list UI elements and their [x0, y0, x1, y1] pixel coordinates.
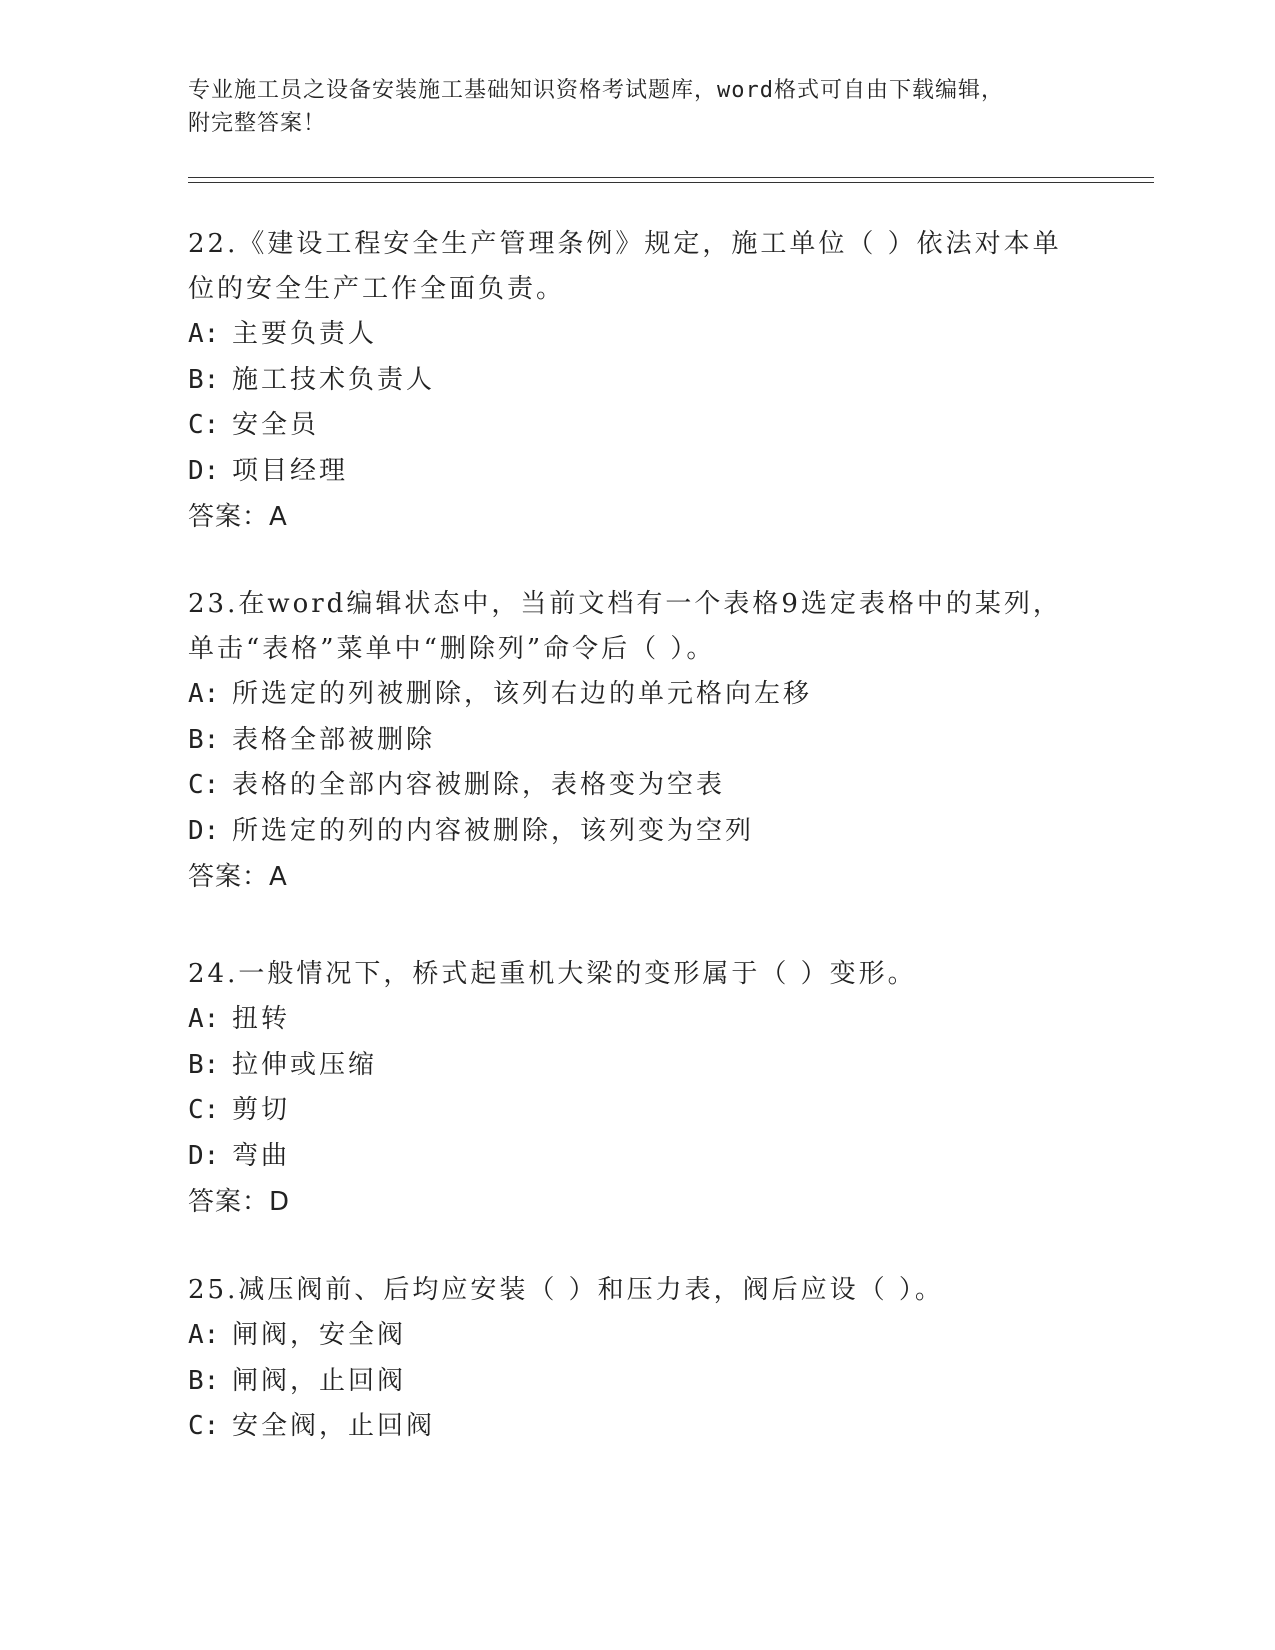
option-text: 安全阀，止回阀 [232, 1411, 436, 1441]
header-divider-bottom [188, 182, 1154, 183]
option-text: 剪切 [232, 1095, 291, 1125]
option-text: 所选定的列被删除，该列右边的单元格向左移 [232, 679, 813, 709]
option-key: A: [188, 1320, 220, 1350]
question-stem-line: 单击“表格”菜单中“删除列”命令后（ ）。 [188, 634, 716, 664]
option-key: C: [188, 770, 220, 800]
option-key: A: [188, 319, 220, 349]
option-c [188, 763, 1088, 809]
option-text: 表格全部被删除 [232, 724, 436, 755]
option-text: 表格的全部内容被删除，表格变为空表 [232, 770, 726, 800]
option-a [188, 312, 1088, 358]
option-text: 所选定的列的内容被删除，该列变为空列 [232, 815, 755, 846]
option-c [188, 1088, 1088, 1134]
option-d [188, 1134, 1088, 1180]
option-a [188, 672, 1088, 718]
question-25 [188, 1268, 1088, 1450]
option-text: 安全员 [232, 410, 320, 440]
header-title-line-1: 专业施工员之设备安装施工基础知识资格考试题库，word格式可自由下载编辑， [188, 78, 1004, 103]
option-key: D: [188, 815, 220, 846]
option-key: D: [188, 1140, 220, 1171]
question-23 [188, 582, 1088, 900]
option-text: 项目经理 [232, 455, 349, 486]
question-stem-line: 25.减压阀前、后均应安装（ ）和压力表，阀后应设（ ）。 [188, 1275, 944, 1305]
option-text: 扭转 [232, 1004, 291, 1034]
option-key: B: [188, 364, 220, 395]
question-stem-line: 位的安全生产工作全面负责。 [188, 274, 566, 304]
header-divider-top [188, 177, 1154, 178]
option-key: D: [188, 455, 220, 486]
option-key: B: [188, 1049, 220, 1080]
option-key: C: [188, 1411, 220, 1441]
option-c [188, 1404, 1088, 1450]
answer-value: A [269, 862, 288, 892]
option-key: A: [188, 1004, 220, 1034]
option-text: 闸阀，止回阀 [232, 1365, 407, 1396]
question-stem-line: 24.一般情况下，桥式起重机大梁的变形属于（ ）变形。 [188, 959, 917, 989]
answer-label: 答案： [188, 1187, 270, 1217]
option-text: 施工技术负责人 [232, 364, 436, 395]
option-text: 闸阀，安全阀 [232, 1320, 407, 1350]
option-d [188, 809, 1088, 855]
option-text: 拉伸或压缩 [232, 1049, 378, 1080]
option-key: C: [188, 410, 220, 440]
answer-line [188, 494, 1088, 540]
option-key: C: [188, 1095, 220, 1125]
option-b [188, 1043, 1088, 1089]
question-stem-line: 22.《建设工程安全生产管理条例》规定，施工单位（ ）依法对本单 [188, 229, 1062, 259]
option-b [188, 1359, 1088, 1405]
question-22 [188, 222, 1088, 540]
document-header [188, 74, 1088, 140]
question-24 [188, 952, 1088, 1225]
header-title-line-2: 附完整答案！ [188, 111, 327, 136]
option-text: 弯曲 [232, 1140, 291, 1171]
option-a [188, 997, 1088, 1043]
option-b [188, 358, 1088, 404]
option-d [188, 449, 1088, 495]
option-key: A: [188, 679, 220, 709]
option-key: B: [188, 724, 220, 755]
option-text: 主要负责人 [232, 319, 378, 349]
option-a [188, 1313, 1088, 1359]
answer-value: A [269, 502, 288, 532]
option-b [188, 718, 1088, 764]
answer-line [188, 854, 1088, 900]
option-c [188, 403, 1088, 449]
question-stem-line: 23.在word编辑状态中，当前文档有一个表格9选定表格中的某列， [188, 589, 1062, 619]
answer-value: D [269, 1187, 291, 1217]
option-key: B: [188, 1365, 220, 1396]
answer-label: 答案： [188, 502, 270, 532]
answer-line [188, 1179, 1088, 1225]
answer-label: 答案： [188, 862, 270, 892]
